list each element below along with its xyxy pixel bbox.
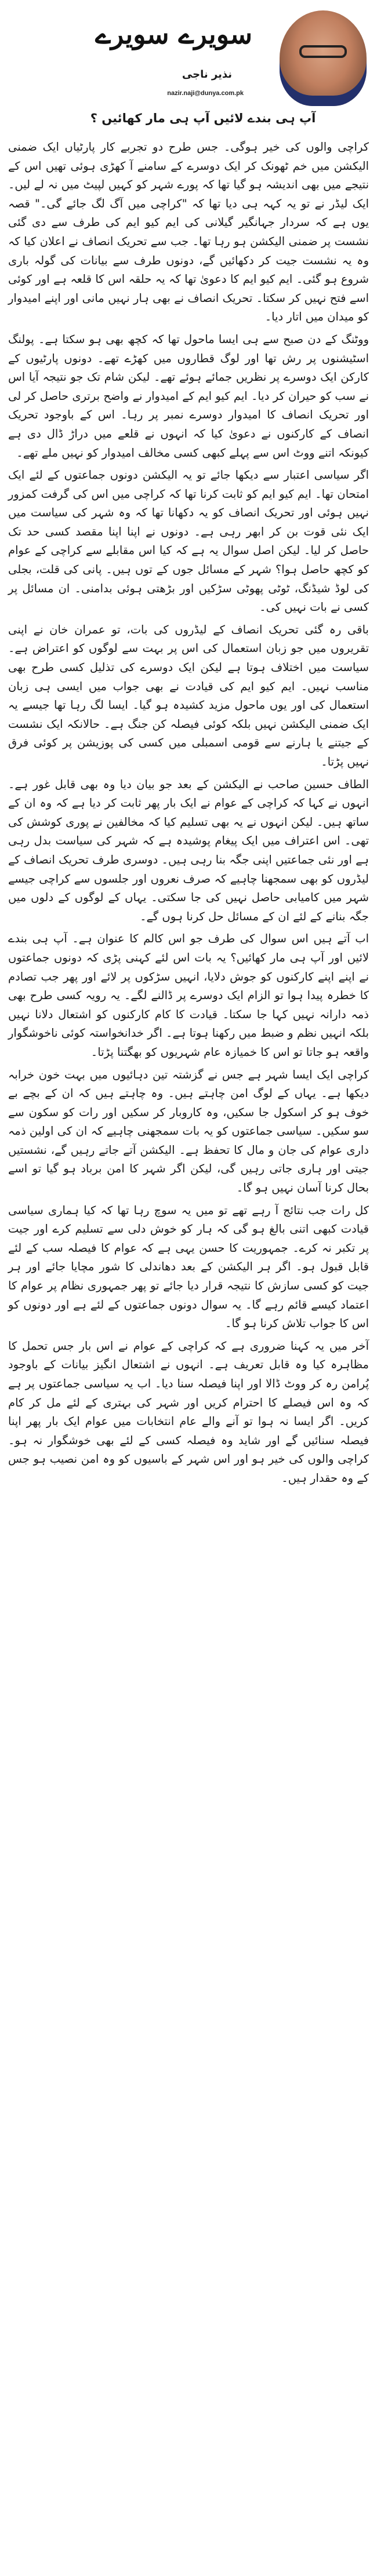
article-paragraph: کل رات جب نتائج آ رہے تھے تو میں یہ سوچ رہا تھا کہ کیا ہماری سیاسی قیادت کبھی اتنی بالغ ہو گی کہ ہار کو خوش دلی سے تسلیم کرے اور جیت پر تکبر نہ کرے۔ جمہوریت کا حسن یہی ہے کہ عوام کا فیصلہ سب کے لئے قابل قبول ہو۔ اگر ہر الیکشن کے بعد دھاندلی کا شور مچایا جائے اور ہر جیت کو کسی سازش کا نتیجہ قرار دیا جائے تو پھر جمہوری نظام پر عوام کا اعتماد کیسے قائم رہے گا۔ یہ سوال دونوں جماعتوں کے لئے ہے اور دونوں کو اس کا جواب تلاش کرنا ہو گا۔ — [8, 1203, 369, 1331]
column-masthead: سویرے سویرے — [95, 19, 252, 50]
article-paragraph: باقی رہ گئی تحریک انصاف کے لیڈروں کی بات، تو عمران خان نے اپنی تقریروں میں جو زبان استعمال کی اس پر بہت سے لوگوں کو اعتراض ہے۔ سیاست میں اختلاف ہوتا ہے لیکن ایک دوسرے کی تذلیل کسی طرح بھی مناسب نہیں۔ ایم کیو ایم کی قیادت نے بھی جواب میں ایسی ہی زبان استعمال کی اور یوں ماحول مزید کشیدہ ہو گیا۔ ایسا لگ رہا تھا جیسے یہ ایک ضمنی الیکشن نہیں بلکہ کوئی فیصلہ کن جنگ ہے۔ حالانکہ ایک نشست کے جیتنے یا ہارنے سے قومی اسمبلی میں کسی کی پوزیشن پر کوئی فرق نہیں پڑتا۔ — [8, 622, 369, 768]
article-paragraph: کراچی ایک ایسا شہر ہے جس نے گزشتہ تین دہائیوں میں بہت خون خرابہ دیکھا ہے۔ یہاں کے لوگ امن چاہتے ہیں۔ وہ چاہتے ہیں کہ ان کے بچے بے خوف ہو کر اسکول جا سکیں، وہ کاروبار کر سکیں اور رات کو سکون سے سو سکیں۔ سیاسی جماعتوں کو یہ بات سمجھنی چاہیے کہ ان کی اولین ذمہ داری عوام کی جان و مال کا تحفظ ہے۔ الیکشن آتے جاتے رہیں گے، نشستیں جیتی اور ہاری جاتی رہیں گی، لیکن اگر شہر کا امن برباد ہو گیا تو اسے بحال کرنا آسان نہیں ہو گا۔ — [8, 1067, 369, 1195]
article-paragraph: کراچی والوں کی خیر ہوگی۔ جس طرح دو تجربے کار پارٹیاں ایک ضمنی الیکشن میں خم ٹھونک کر ایک دوسرے کے سامنے آ کھڑی ہوئی تھیں اس کے نتیجے میں بھی اندیشہ ہو گیا تھا کہ پورے شہر کو کہیں لپیٹ میں نہ لے لیں۔ ایک لیڈر نے تو یہ کہہ ہی دیا تھا کہ "کراچی میں آگ لگ جائے گی۔" قصہ یوں ہے کہ سردار جہانگیر گیلانی کی ایم کیو ایم کی طرف سے دی گئی نشست پر ضمنی الیکشن ہو رہا تھا۔ جب سے تحریک انصاف نے اعلان کیا کہ وہ یہ نشست جیت کر دکھائیں گے، دونوں طرف سے بیانات کی گولہ باری شروع ہو گئی۔ ایم کیو ایم کا دعویٰ تھا کہ یہ حلقہ اس کا قلعہ ہے اور کوئی اسے فتح نہیں کر سکتا۔ تحریک انصاف نے بھی ہار نہیں مانی اور اپنے امیدوار کو میدان میں اتار دیا۔ — [8, 140, 369, 324]
article-paragraph: اگر سیاسی اعتبار سے دیکھا جائے تو یہ الیکشن دونوں جماعتوں کے لئے ایک امتحان تھا۔ ایم کیو ایم کو ثابت کرنا تھا کہ کراچی میں اس کی گرفت کمزور نہیں ہوئی اور تحریک انصاف کو یہ دکھانا تھا کہ وہ شہر کی سیاست میں ایک نئی قوت بن کر ابھر رہی ہے۔ دونوں نے اپنا اپنا مقصد کسی حد تک حاصل کر لیا۔ لیکن اصل سوال یہ ہے کہ کیا اس مقابلے سے کراچی کے عوام کو کچھ حاصل ہوا؟ شہر کے مسائل جوں کے توں ہیں۔ پانی کی قلت، بجلی کی لوڈ شیڈنگ، ٹوٹی پھوٹی سڑکیں اور بڑھتی ہوئی بدامنی۔ ان مسائل پر کسی نے بات نہیں کی۔ — [8, 468, 369, 614]
author-name: نذیر ناجی — [182, 68, 232, 81]
article-paragraph: اب آتے ہیں اس سوال کی طرف جو اس کالم کا عنوان ہے۔ آپ ہی بندے لائیں اور آپ ہی مار کھائیں؟ یہ بات اس لئے کہنی پڑی کہ دونوں جماعتوں نے اپنے اپنے کارکنوں کو جوش دلایا، انہیں سڑکوں پر لائے اور پھر جب تصادم کا خطرہ پیدا ہوا تو الزام ایک دوسرے پر ڈالنے لگے۔ یہ رویہ کسی طرح بھی ذمہ دارانہ نہیں کہا جا سکتا۔ قیادت کا کام کارکنوں کو اشتعال دلانا نہیں بلکہ انہیں نظم و ضبط میں رکھنا ہوتا ہے۔ اگر خدانخواستہ کوئی ناخوشگوار واقعہ ہو جاتا تو اس کا خمیازہ عام شہریوں کو بھگتنا پڑتا۔ — [8, 932, 369, 1059]
author-photo — [280, 10, 367, 106]
author-email[interactable]: nazir.naji@dunya.com.pk — [167, 90, 244, 97]
article-paragraph: ووٹنگ کے دن صبح سے ہی ایسا ماحول تھا کہ کچھ بھی ہو سکتا ہے۔ پولنگ اسٹیشنوں پر رش تھا اور لوگ قطاروں میں کھڑے تھے۔ دونوں پارٹیوں کے کارکن ایک دوسرے پر نظریں جمائے ہوئے تھے۔ لیکن شام تک جو نتیجہ آیا اس نے سب کو حیران کر دیا۔ ایم کیو ایم کے امیدوار نے واضح برتری حاصل کر لی اور تحریک انصاف کا امیدوار دوسرے نمبر پر رہا۔ اس کے باوجود تحریک انصاف کے کارکنوں نے دعویٰ کیا کہ انہوں نے قلعے میں دراڑ ڈال دی ہے کیونکہ اتنے ووٹ اس سے پہلے کبھی کسی مخالف امیدوار کو نہیں ملے تھے۔ — [8, 332, 369, 460]
column-header — [0, 0, 377, 136]
article-body — [8, 138, 369, 1492]
article-paragraph: الطاف حسین صاحب نے الیکشن کے بعد جو بیان دیا وہ بھی قابل غور ہے۔ انہوں نے کہا کہ کراچی کے عوام نے ایک بار پھر ثابت کر دیا ہے کہ وہ ان کے ساتھ ہیں۔ لیکن انہوں نے یہ بھی تسلیم کیا کہ مخالفین نے پوری کوشش کی تھی۔ اس اعتراف میں ایک پیغام پوشیدہ ہے کہ شہر کی سیاست بدل رہی ہے اور نئی جماعتیں اپنی جگہ بنا رہی ہیں۔ دوسری طرف تحریک انصاف کے لیڈروں کو بھی سمجھنا چاہیے کہ صرف نعروں اور جلسوں سے کراچی جیسے شہر میں کامیابی حاصل نہیں کی جا سکتی۔ یہاں کے لوگوں کے دلوں میں جگہ بنانے کے لئے ان کے مسائل حل کرنا ہوں گے۔ — [8, 777, 369, 923]
article-paragraph: آخر میں یہ کہنا ضروری ہے کہ کراچی کے عوام نے اس بار جس تحمل کا مظاہرہ کیا وہ قابل تعریف ہے۔ انہوں نے اشتعال انگیز بیانات کے باوجود پُرامن رہ کر ووٹ ڈالا اور اپنا فیصلہ سنا دیا۔ اب یہ سیاسی جماعتوں پر ہے کہ وہ اس فیصلے کا احترام کریں اور شہر کی بہتری کے لئے مل کر کام کریں۔ اگر ایسا نہ ہوا تو آنے والے عام انتخابات میں عوام ایک بار پھر اپنا فیصلہ سنائیں گے اور شاید وہ فیصلہ کسی کے لئے بھی خوشگوار نہ ہو۔ کراچی والوں کی خیر ہو اور اس شہر کے باسیوں کو وہ امن نصیب ہو جس کے وہ حقدار ہیں۔ — [8, 1339, 369, 1485]
article-headline: آپ ہی بندے لائیں آپ ہی مار کھائیں ؟ — [90, 111, 316, 125]
